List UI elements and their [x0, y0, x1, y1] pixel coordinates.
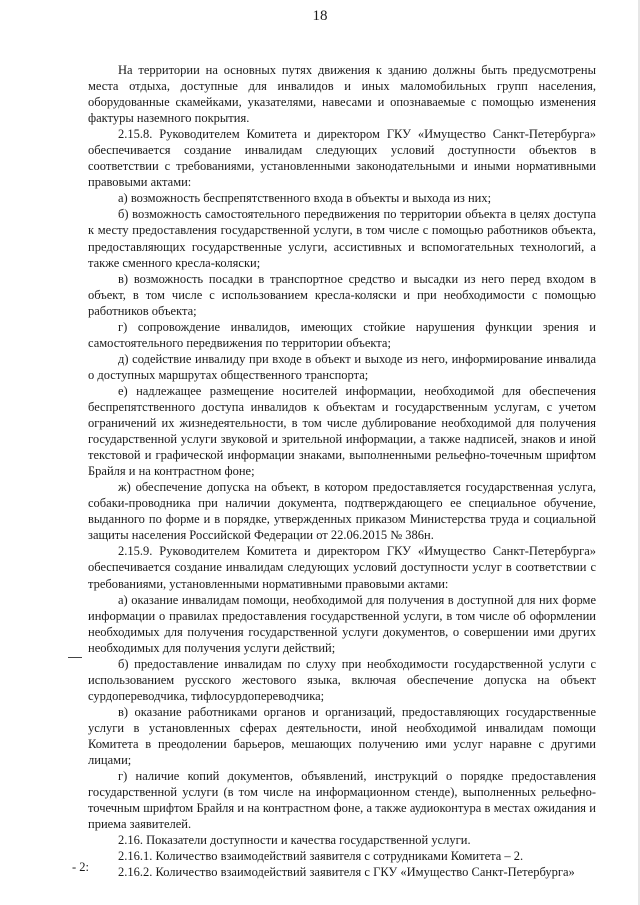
list-item-a: а) возможность беспрепятственного входа в объекты и выхода из них; [118, 191, 492, 206]
list-item-v-2: в) оказание работниками органов и организаций, предоставляющих государственные услуги в установленных сферах деятельности, иной необходимой инвалидам помощи Комитета в преодолении барьеров, мешающих получению ими услуг наравне с другими лицами; [88, 704, 596, 768]
document-body [88, 62, 596, 880]
list-item-zh: ж) обеспечение допуска на объект, в котором предоставляется государственная услуга, собаки-проводника при наличии документа, подтверждающего ее специальное обучение, выданного по форме и в порядке, утвержденных приказом Министерства труда и социальной защиты населения Российской Федерации от 22.06.2015 № 386н. [88, 480, 596, 543]
paragraph-2-15-9: 2.15.9. Руководителем Комитета и директором ГКУ «Имущество Санкт-Петербурга» обеспечивается создание инвалидам следующих условий доступности услуг в соответствии с требованиями, установленными нормативными правовыми актами: [88, 544, 596, 591]
list-item-g-2: г) наличие копий документов, объявлений, инструкций о порядке предоставления государственной услуги (в том числе на информационном стенде), выполненных рельефно-точечным шрифтом Брайля и на контрастном фоне, а также аудиоконтура в местах ожидания и приема заявителей. [88, 769, 596, 832]
paragraph-2-16-1: 2.16.1. Количество взаимодействий заявителя с сотрудниками Комитета – 2. [118, 849, 524, 864]
paragraph-rest-areas: На территории на основных путях движения к зданию должны быть предусмотрены места отдыха, доступные для инвалидов и иных маломобильных групп населения, оборудованные скамейками, указателями, навесами и опознаваемые с помощью изменения фактуры наземного покрытия. [88, 63, 596, 126]
margin-mark [68, 657, 82, 658]
page-number: 18 [312, 8, 328, 24]
list-item-v: в) возможность посадки в транспортное средство и высадки из него перед входом в объект, в том числе с использованием кресла-коляски и при необходимости с помощью работников объекта; [88, 271, 596, 318]
list-item-g: г) сопровождение инвалидов, имеющих стойкие нарушения функции зрения и самостоятельного передвижения по территории объекта; [88, 319, 596, 350]
handwritten-note: - 2: [72, 860, 90, 874]
paragraph-2-16: 2.16. Показатели доступности и качества государственной услуги. [118, 833, 471, 848]
list-item-a-2: а) оказание инвалидам помощи, необходимой для получения в доступной для них форме информации о правилах предоставления государственной услуги, в том числе об оформлении необходимых для получения государственной услуги документов, о совершении ими других необходимых для получения услуги действий; [88, 592, 596, 655]
list-item-e: е) надлежащее размещение носителей информации, необходимой для обеспечения беспрепятственного доступа инвалидов к объектам и государственным услугам, с учетом ограничений их жизнедеятельности, в том числе дублирование необходимой для получения государственной услуги звуковой и зрительной информации, а также надписей, знаков и иной текстовой и графической информации знаками, выполненными рельефно-точечным шрифтом Брайля и на контрастном фоне; [88, 383, 596, 479]
paragraph-2-15-8: 2.15.8. Руководителем Комитета и директором ГКУ «Имущество Санкт-Петербурга» обеспечивается создание инвалидам следующих условий доступности объектов в соответствии с требованиями, установленными законодательными и иными нормативными правовыми актами: [88, 127, 596, 190]
list-item-b-2: б) предоставление инвалидам по слуху при необходимости государственной услуги с использованием русского жестового языка, включая обеспечение допуска на объект сурдопереводчика, тифлосурдопереводчика; [88, 656, 596, 703]
list-item-d: д) содействие инвалиду при входе в объект и выходе из него, информирование инвалида о доступных маршрутах общественного транспорта; [88, 351, 596, 382]
paragraph-2-16-2: 2.16.2. Количество взаимодействий заявителя с ГКУ «Имущество Санкт-Петербурга» [118, 865, 575, 880]
list-item-b: б) возможность самостоятельного передвижения по территории объекта в целях доступа к месту предоставления государственной услуги, в том числе с помощью работников объекта, предоставляющих государственные услуги, ассистивных и вспомогательных технологий, а также сменного кресла-коляски; [88, 207, 596, 270]
